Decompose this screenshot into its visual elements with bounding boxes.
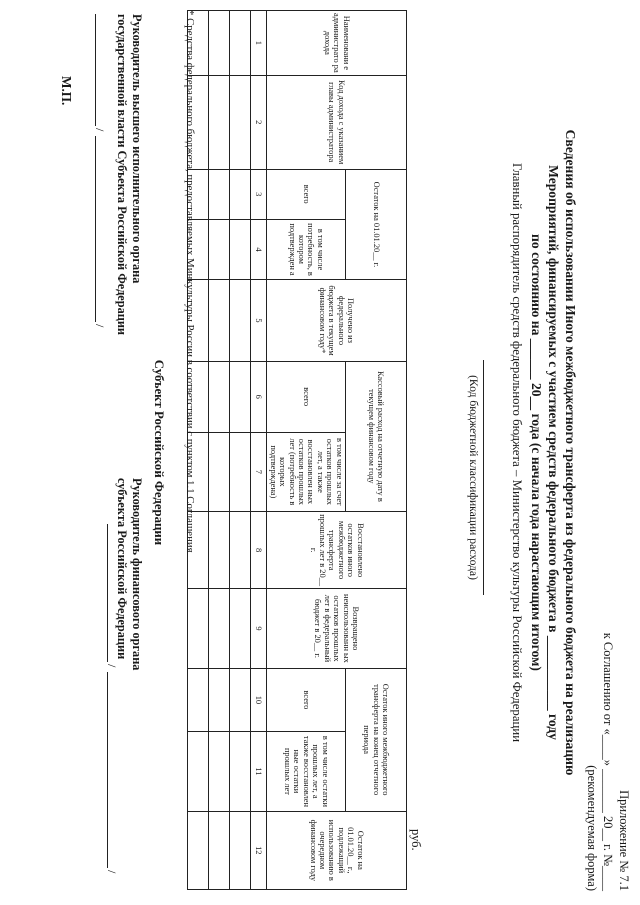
table-cell — [209, 219, 230, 280]
table-cell — [209, 169, 230, 219]
table-cell — [230, 811, 251, 889]
table-cell — [230, 11, 251, 76]
column-number: 11 — [251, 732, 267, 811]
subject-heading: Субъект Российской Федерации — [152, 359, 166, 546]
header-balance-next-year: Остаток на 01.01.20__ г., подлежащий использованию в очередном финансовом году — [267, 811, 407, 889]
recommended-form-note: (рекомендуемая форма) — [585, 765, 599, 891]
table-cell — [230, 361, 251, 432]
table-cell — [230, 432, 251, 511]
table-cell — [209, 432, 230, 511]
table-row — [209, 11, 230, 890]
column-number: 12 — [251, 811, 267, 889]
left-name-line — [95, 136, 96, 322]
column-number: 1 — [251, 11, 267, 76]
table-cell — [209, 361, 230, 432]
header-income-code: Код дохода с указанием главы администратора — [267, 75, 407, 169]
currency-unit: руб. — [409, 829, 423, 851]
header-expense-total: всего — [267, 361, 346, 432]
left-signature-slash: / — [93, 128, 107, 132]
right-signatory-title-2: субъекта Российской Федерации — [115, 478, 129, 660]
column-number: 7 — [251, 432, 267, 511]
right-name-slash: / — [105, 870, 119, 874]
table-cell — [209, 668, 230, 732]
column-number: 4 — [251, 219, 267, 280]
table-cell — [230, 732, 251, 811]
right-name-line — [107, 672, 108, 868]
chief-budget-manager: Главный распорядитель средств федерального бюджета – Министерство культуры Российской Федерации — [510, 162, 524, 743]
appendix-number: Приложение № 7.1 — [617, 790, 631, 891]
header-cash-expense-group: Кассовый расход на отчетную дату в текущем финансовом году — [346, 361, 407, 511]
table-cell — [209, 11, 230, 76]
table-cell — [230, 219, 251, 280]
header-remainder-prior-years: в том числе остатки прошлых лет, а также восстановлен ные остатки прошлых лет — [267, 732, 346, 811]
header-received-federal: Получено из федерального бюджета в текущем финансовом году* — [267, 280, 407, 361]
header-remainder-total: всего — [267, 668, 346, 732]
table-cell — [209, 811, 230, 889]
header-administrator-name: Наименовани е администрато ра дохода — [267, 11, 407, 76]
table-cell — [188, 668, 209, 732]
header-balance-total: всего — [267, 169, 346, 219]
document-title: Сведения об использовании Иного межбюджетного трансферта из федерального бюджета на реализацию — [563, 129, 578, 776]
header-remainder-group: Остаток иного межбюджетного трансферта на конец отчетного периода — [346, 668, 407, 811]
header-restored-balances: Восстановлено остатков иного межбюджетного трансферта прошлых лет в 20__ г. — [267, 512, 407, 589]
table-cell — [230, 512, 251, 589]
column-number: 3 — [251, 169, 267, 219]
table-cell — [209, 512, 230, 589]
table-cell — [188, 589, 209, 668]
column-number: 6 — [251, 361, 267, 432]
column-number: 8 — [251, 512, 267, 589]
header-expense-prior-years: в том числе за счет остатков прошлых лет, а также восстановлен ных остатков прошлых лет (потребность в которых подтверждена) — [267, 432, 346, 511]
column-number: 2 — [251, 75, 267, 169]
document-subtitle: Мероприятий, финансируемых с участием средств федерального бюджета в ___________ году — [546, 165, 561, 740]
table-cell — [230, 169, 251, 219]
kbk-caption: (Код бюджетной классификации расхода) — [467, 375, 480, 580]
table-cell — [188, 811, 209, 889]
header-balance-group: Остаток на 01.01.20__ г. — [346, 169, 407, 280]
table-cell — [209, 589, 230, 668]
table-row — [230, 11, 251, 890]
footnote: * Средства федерального бюджета, предоставляемых Минкультуры России в соответствии с пунктом 1.1 Соглашения — [184, 10, 196, 553]
table-cell — [188, 732, 209, 811]
table-cell — [230, 280, 251, 361]
table-cell — [230, 668, 251, 732]
column-number: 9 — [251, 589, 267, 668]
right-signatory-title: Руководитель финансового органа — [130, 478, 144, 671]
header-balance-confirmed: в том числе потребность, в котором подтвержден а — [267, 219, 346, 280]
kbk-underline — [483, 360, 484, 595]
seal-placeholder: М.П. — [59, 76, 74, 106]
left-signatory-title: Руководитель высшего исполнительного органа — [130, 14, 144, 284]
table-cell — [230, 589, 251, 668]
table-cell — [209, 75, 230, 169]
document-date-line: по состоянию на ______ 20__ года (с начала года нарастающим итогом) — [529, 234, 544, 671]
column-number-row — [251, 11, 267, 890]
left-signatory-title-2: государственной власти Субъекта Российской Федерации — [115, 14, 129, 335]
agreement-reference: к Соглашению от «____» _______ 20__ г. №____ — [601, 632, 615, 891]
right-signature-line — [107, 524, 108, 662]
report-table — [187, 10, 407, 890]
table-cell — [209, 280, 230, 361]
table-cell — [209, 732, 230, 811]
column-number: 5 — [251, 280, 267, 361]
left-name-slash: / — [93, 324, 107, 328]
left-signature-line — [95, 14, 96, 126]
right-signature-slash: / — [105, 664, 119, 668]
column-number: 10 — [251, 668, 267, 732]
header-returned-balances: Возвращено неиспользованн ых остатков прошлых лет в федеральный бюджет в 20__ г. — [267, 589, 407, 668]
table-cell — [230, 75, 251, 169]
